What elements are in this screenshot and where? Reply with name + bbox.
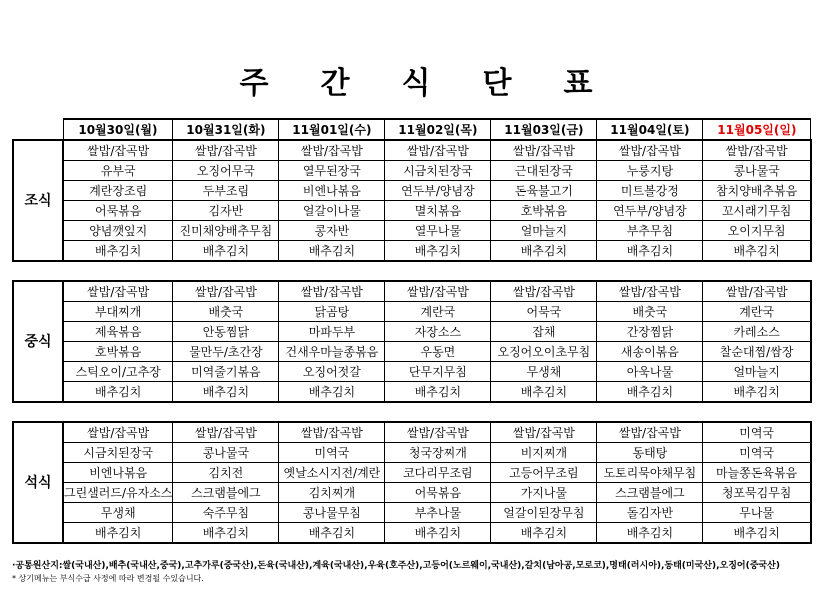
menu-cell: 옛날소시지전/계란	[279, 463, 385, 483]
menu-cell: 배추김치	[597, 382, 703, 403]
table-row	[13, 181, 811, 201]
menu-cell: 동태탕	[597, 443, 703, 463]
menu-cell: 잡채	[491, 322, 597, 342]
menu-cell: 진미채양배추무침	[173, 221, 279, 241]
menu-cell: 쌀밥/잡곡밥	[703, 281, 811, 302]
menu-cell: 배추김치	[491, 382, 597, 403]
menu-cell: 어묵국	[491, 302, 597, 322]
menu-cell: 배추김치	[597, 523, 703, 544]
gap-cell	[13, 261, 811, 281]
menu-cell: 스틱오이/고추장	[63, 362, 173, 382]
menu-cell: 우동면	[385, 342, 491, 362]
menu-cell: 누룽지탕	[597, 161, 703, 181]
menu-cell: 양념깻잎지	[63, 221, 173, 241]
menu-cell: 배추김치	[279, 523, 385, 544]
menu-cell: 스크램블에그	[597, 483, 703, 503]
menu-cell: 배추김치	[385, 382, 491, 403]
menu-cell: 근대된장국	[491, 161, 597, 181]
table-row	[13, 140, 811, 161]
menu-cell: 배추김치	[703, 241, 811, 262]
menu-cell: 열무나물	[385, 221, 491, 241]
menu-cell: 부대찌개	[63, 302, 173, 322]
menu-cell: 청국장찌개	[385, 443, 491, 463]
menu-cell: 무생채	[63, 503, 173, 523]
menu-cell: 고등어무조림	[491, 463, 597, 483]
day-header: 10월30일(월)	[63, 119, 173, 140]
table-row	[13, 201, 811, 221]
menu-cell: 마파두부	[279, 322, 385, 342]
menu-cell: 찰순대찜/쌈장	[703, 342, 811, 362]
table-row	[13, 302, 811, 322]
menu-cell: 콩나물국	[703, 161, 811, 181]
corner-cell	[13, 119, 63, 140]
menu-cell: 미트볼강정	[597, 181, 703, 201]
menu-cell: 계란국	[385, 302, 491, 322]
header-row	[13, 119, 811, 140]
table-row	[13, 281, 811, 302]
menu-cell: 쌀밥/잡곡밥	[385, 281, 491, 302]
title-char: 표	[563, 66, 593, 101]
menu-cell: 쌀밥/잡곡밥	[385, 422, 491, 443]
menu-cell: 쌀밥/잡곡밥	[63, 140, 173, 161]
day-header-sunday: 11월05일(일)	[703, 119, 811, 140]
day-header: 11월01일(수)	[279, 119, 385, 140]
menu-cell: 쌀밥/잡곡밥	[491, 422, 597, 443]
menu-cell: 어묵볶음	[385, 483, 491, 503]
menu-cell: 카레소스	[703, 322, 811, 342]
menu-cell: 단무지무침	[385, 362, 491, 382]
menu-cell: 배추김치	[385, 241, 491, 262]
day-header: 11월02일(목)	[385, 119, 491, 140]
menu-cell: 미역줄기볶음	[173, 362, 279, 382]
menu-cell: 쌀밥/잡곡밥	[385, 140, 491, 161]
menu-cell: 열무된장국	[279, 161, 385, 181]
menu-cell: 배춧국	[173, 302, 279, 322]
menu-cell: 물만두/초간장	[173, 342, 279, 362]
menu-cell: 시금치된장국	[63, 443, 173, 463]
menu-cell: 코다리무조림	[385, 463, 491, 483]
menu-cell: 배추김치	[279, 241, 385, 262]
menu-cell: 배추김치	[173, 382, 279, 403]
menu-cell: 미역국	[703, 443, 811, 463]
menu-cell: 부추무침	[597, 221, 703, 241]
menu-cell: 시금치된장국	[385, 161, 491, 181]
menu-cell: 무생채	[491, 362, 597, 382]
menu-cell: 청포묵김무침	[703, 483, 811, 503]
table-row	[13, 443, 811, 463]
menu-cell: 쌀밥/잡곡밥	[279, 281, 385, 302]
title-char: 단	[482, 66, 512, 101]
menu-cell: 계란국	[703, 302, 811, 322]
menu-cell: 숙주무침	[173, 503, 279, 523]
menu-cell: 쌀밥/잡곡밥	[63, 422, 173, 443]
table-row	[13, 523, 811, 544]
table-row	[13, 322, 811, 342]
menu-cell: 비엔나볶음	[279, 181, 385, 201]
meal-label: 석식	[13, 422, 63, 543]
table-row	[13, 422, 811, 443]
menu-cell: 쌀밥/잡곡밥	[63, 281, 173, 302]
menu-cell: 멸치볶음	[385, 201, 491, 221]
menu-cell: 배추김치	[703, 382, 811, 403]
menu-cell: 오징어무국	[173, 161, 279, 181]
menu-cell: 닭곰탕	[279, 302, 385, 322]
menu-cell: 배추김치	[173, 523, 279, 544]
table-row	[13, 362, 811, 382]
menu-cell: 배추김치	[491, 241, 597, 262]
menu-cell: 쌀밥/잡곡밥	[279, 422, 385, 443]
meal-label: 중식	[13, 281, 63, 402]
menu-cell: 쌀밥/잡곡밥	[491, 281, 597, 302]
menu-cell: 연두부/양념장	[385, 181, 491, 201]
menu-cell: 얼갈이나물	[279, 201, 385, 221]
change-note: * 상기메뉴는 부식수급 사정에 따라 변경될 수있습니다.	[12, 574, 204, 583]
menu-cell: 미역국	[279, 443, 385, 463]
menu-cell: 콩나물국	[173, 443, 279, 463]
section-gap	[13, 402, 811, 422]
menu-cell: 간장찜닭	[597, 322, 703, 342]
menu-cell: 건새우마늘종볶음	[279, 342, 385, 362]
menu-cell: 호박볶음	[63, 342, 173, 362]
menu-cell: 배추김치	[63, 523, 173, 544]
meal-label: 조식	[13, 140, 63, 261]
menu-cell: 배추김치	[491, 523, 597, 544]
menu-cell: 쌀밥/잡곡밥	[279, 140, 385, 161]
menu-cell: 배추김치	[173, 241, 279, 262]
menu-cell: 얼갈이된장무침	[491, 503, 597, 523]
menu-cell: 제육볶음	[63, 322, 173, 342]
menu-table	[12, 118, 812, 544]
title-char: 간	[320, 66, 350, 101]
menu-cell: 쌀밥/잡곡밥	[597, 422, 703, 443]
menu-cell: 오징어젓갈	[279, 362, 385, 382]
menu-cell: 배추김치	[385, 523, 491, 544]
menu-cell: 오이지무침	[703, 221, 811, 241]
table-row	[13, 463, 811, 483]
title-char: 식	[401, 66, 431, 101]
menu-cell: 자장소스	[385, 322, 491, 342]
menu-cell: 가지나물	[491, 483, 597, 503]
table-row	[13, 342, 811, 362]
menu-cell: 어묵볶음	[63, 201, 173, 221]
menu-cell: 호박볶음	[491, 201, 597, 221]
menu-cell: 오징어오이초무침	[491, 342, 597, 362]
menu-cell: 콩나물무침	[279, 503, 385, 523]
menu-cell: 비엔나볶음	[63, 463, 173, 483]
menu-cell: 아욱나물	[597, 362, 703, 382]
table-row	[13, 483, 811, 503]
section-gap	[13, 261, 811, 281]
menu-cell: 쌀밥/잡곡밥	[703, 140, 811, 161]
menu-cell: 얼마늘지	[703, 362, 811, 382]
day-header: 11월04일(토)	[597, 119, 703, 140]
table-row	[13, 221, 811, 241]
menu-cell: 꼬시래기무침	[703, 201, 811, 221]
menu-cell: 계란장조림	[63, 181, 173, 201]
menu-cell: 스크램블에그	[173, 483, 279, 503]
menu-cell: 유부국	[63, 161, 173, 181]
gap-cell	[13, 402, 811, 422]
menu-cell: 쌀밥/잡곡밥	[597, 281, 703, 302]
menu-cell: 연두부/양념장	[597, 201, 703, 221]
menu-cell: 돈육불고기	[491, 181, 597, 201]
menu-cell: 김자반	[173, 201, 279, 221]
day-header: 10월31일(화)	[173, 119, 279, 140]
menu-cell: 부추나물	[385, 503, 491, 523]
table-row	[13, 503, 811, 523]
menu-cell: 김치찌개	[279, 483, 385, 503]
table-row	[13, 241, 811, 262]
origin-note: ·공통원산지:쌀(국내산),배추(국내산,중국),고추가루(중국산),돈육(국내산),계육(국내산),우육(호주산),고등어(노르웨이,국내산),갈치(남아공,모로코),명태(러시아),동태(미국산),오징어(중국산)	[12, 561, 780, 571]
menu-cell: 배추김치	[597, 241, 703, 262]
menu-cell: 무나물	[703, 503, 811, 523]
menu-cell: 배추김치	[63, 241, 173, 262]
menu-cell: 안동찜닭	[173, 322, 279, 342]
menu-cell: 참치양배추볶음	[703, 181, 811, 201]
menu-cell: 마늘쫑돈육볶음	[703, 463, 811, 483]
menu-cell: 얼마늘지	[491, 221, 597, 241]
menu-cell: 배추김치	[63, 382, 173, 403]
menu-cell: 새송이볶음	[597, 342, 703, 362]
title-char: 주	[239, 66, 269, 101]
table-row	[13, 161, 811, 181]
menu-cell: 배추김치	[279, 382, 385, 403]
menu-cell: 그린샐러드/유자소스	[63, 483, 173, 503]
menu-cell: 도토리묵야채무침	[597, 463, 703, 483]
menu-cell: 배춧국	[597, 302, 703, 322]
menu-cell: 쌀밥/잡곡밥	[491, 140, 597, 161]
menu-cell: 콩자반	[279, 221, 385, 241]
menu-cell: 쌀밥/잡곡밥	[173, 422, 279, 443]
menu-cell: 쌀밥/잡곡밥	[173, 140, 279, 161]
menu-cell: 배추김치	[703, 523, 811, 544]
menu-cell: 쌀밥/잡곡밥	[173, 281, 279, 302]
menu-cell: 비지찌개	[491, 443, 597, 463]
menu-cell: 김치전	[173, 463, 279, 483]
menu-cell: 두부조림	[173, 181, 279, 201]
day-header: 11월03일(금)	[491, 119, 597, 140]
menu-cell: 미역국	[703, 422, 811, 443]
table-row	[13, 382, 811, 403]
menu-cell: 돌김자반	[597, 503, 703, 523]
menu-cell: 쌀밥/잡곡밥	[597, 140, 703, 161]
page-title	[0, 58, 832, 102]
